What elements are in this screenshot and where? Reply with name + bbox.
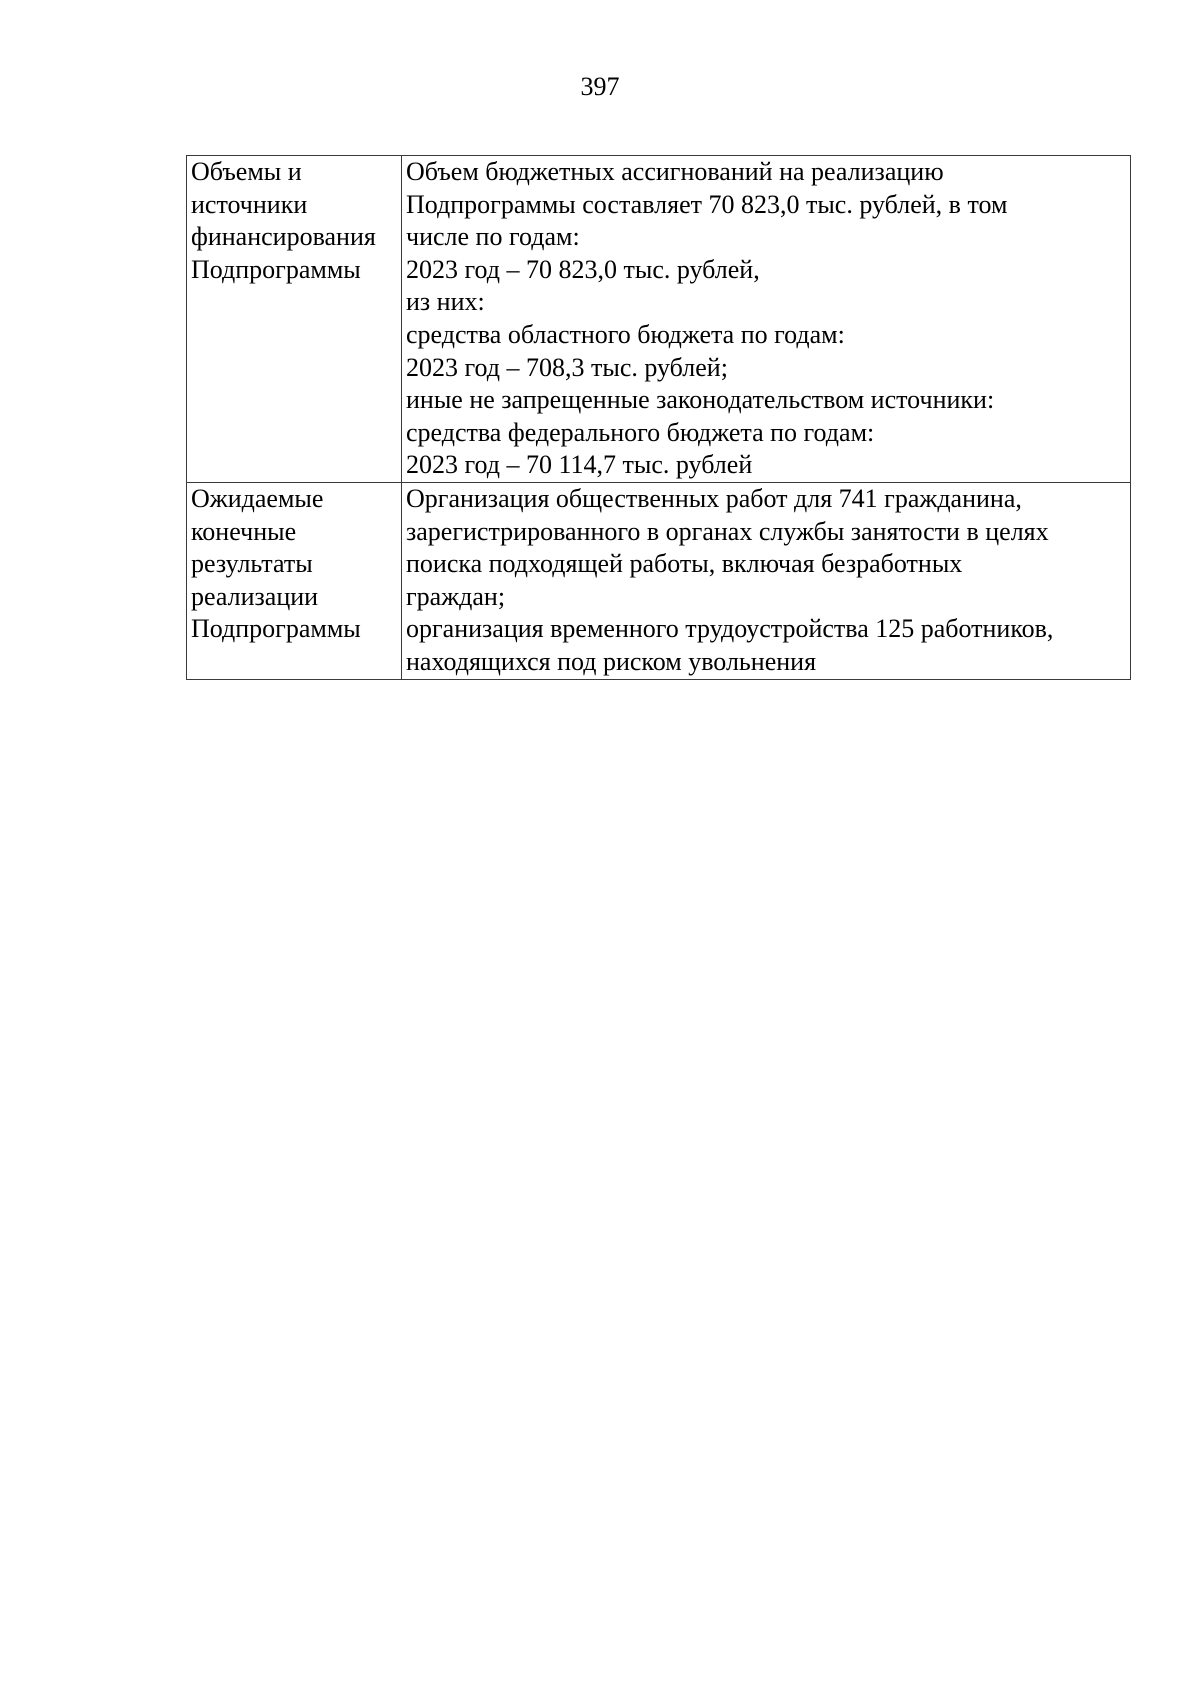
value-line: Подпрограммы составляет 70 823,0 тыс. рублей, в том xyxy=(406,189,1008,219)
financing-value-cell xyxy=(402,156,1131,483)
label-line: Подпрограммы xyxy=(191,254,361,284)
value-line: Объем бюджетных ассигнований на реализацию xyxy=(406,157,944,186)
label-line: Подпрограммы xyxy=(191,614,361,644)
value-line: Организация общественных работ для 741 гражданина, xyxy=(406,483,1022,513)
results-label-cell xyxy=(187,482,402,679)
value-line: находящихся под риском увольнения xyxy=(406,646,817,676)
value-line: организация временного трудоустройства 125 работников, xyxy=(406,614,1054,644)
value-line: числе по годам: xyxy=(406,222,580,252)
value-line: 2023 год – 70 114,7 тыс. рублей xyxy=(406,450,753,480)
value-line: 2023 год – 70 823,0 тыс. рублей, xyxy=(406,254,760,284)
label-line: результаты xyxy=(191,549,313,579)
label-line: реализации xyxy=(191,581,319,611)
results-value-cell xyxy=(402,482,1131,679)
label-line: конечные xyxy=(191,516,297,546)
label-line: источники xyxy=(191,189,308,219)
value-line: граждан; xyxy=(406,581,506,611)
table-row-expected-results xyxy=(187,482,1131,679)
label-line: финансирования xyxy=(191,222,376,252)
financing-label-cell xyxy=(187,156,402,483)
page-number: 397 xyxy=(580,72,620,101)
value-line: средства федерального бюджета по годам: xyxy=(406,417,875,447)
value-line: зарегистрированного в органах службы занятости в целях xyxy=(406,516,1049,546)
subprogram-passport-table xyxy=(186,155,1131,680)
value-line: средства областного бюджета по годам: xyxy=(406,319,845,349)
value-line: 2023 год – 708,3 тыс. рублей; xyxy=(406,352,728,382)
value-line: иные не запрещенные законодательством источники: xyxy=(406,385,995,415)
value-line: поиска подходящей работы, включая безработных xyxy=(406,549,963,579)
label-line: Объемы и xyxy=(191,157,302,186)
table-row-financing xyxy=(187,156,1131,483)
value-line: из них: xyxy=(406,287,485,317)
label-line: Ожидаемые xyxy=(191,483,324,513)
